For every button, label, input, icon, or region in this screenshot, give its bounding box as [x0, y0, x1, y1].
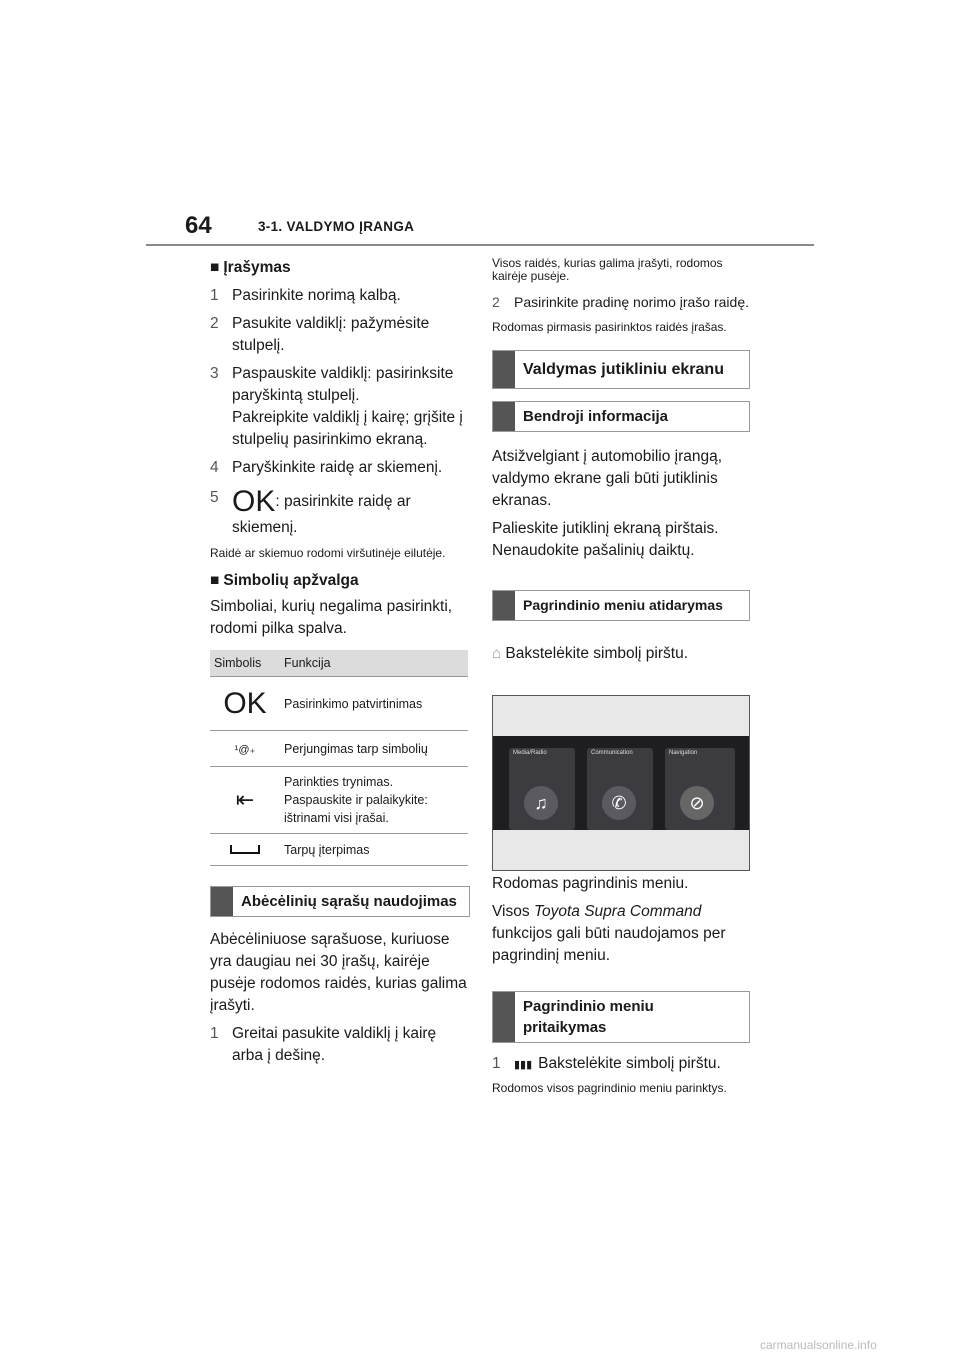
step-alpha-1: 1 Greitai pasukite valdiklį į kairę arba į dešinę. — [210, 1025, 437, 1064]
box-valdymas: Valdymas jutikliniu ekranu — [492, 350, 750, 389]
box-abeceliniu: Abėcėlinių sąrašų naudojimas — [210, 886, 470, 917]
tile-label: Navigation — [669, 750, 698, 756]
para-abeceliniuose: Abėcėliniuose sąrašuose, kuriuose yra daugiau nei 30 įrašų, kairėje pusėje rodomos raidės, kurias galima įrašyti. — [210, 931, 467, 1014]
small-note-3: Rodomos visos pagrindinio meniu parinktys. — [492, 1081, 727, 1095]
symbol-table — [210, 650, 468, 866]
box-menu-open: Pagrindinio meniu atidarymas — [492, 590, 750, 621]
para-rodomas: Rodomas pagrindinis meniu. — [492, 875, 689, 892]
right-column-lower — [492, 873, 752, 1095]
step-right-2: 2 Pasirinkite pradinę norimo įrašo raidę. — [492, 294, 749, 310]
step-3-extra: Pakreipkite valdiklį į kairę; grįšite į stulpelių pasirinkimo ekraną. — [232, 409, 463, 448]
ok-icon: OK — [223, 686, 267, 720]
table-row: ⇤ Parinkties trynimas. Paspauskite ir palaikykite: ištrinami visi įrašai. — [210, 767, 468, 834]
music-icon: ♫ — [524, 786, 558, 820]
para-atsizvelgiant: Atsižvelgiant į automobilio įrangą, valdymo ekrane gali būti jutiklinis ekranas. — [492, 448, 723, 509]
right-column — [492, 257, 752, 665]
step-2: 2 Pasukite valdiklį: pažymėsite stulpelį. — [210, 315, 430, 354]
left-column — [210, 257, 470, 1067]
home-line: ⌂ Bakstelėkite simbolį pirštu. — [492, 645, 688, 662]
main-menu-screenshot — [492, 695, 750, 871]
box-bendroji: Bendroji informacija — [492, 401, 750, 432]
para-simboliai: Simboliai, kurių negalima pasirinkti, rodomi pilka spalva. — [210, 598, 453, 637]
page-number: 64 — [185, 212, 212, 239]
ok-icon: OK — [232, 485, 276, 518]
space-icon — [230, 845, 260, 854]
table-row: ¹@₊ Perjungimas tarp simbolių — [210, 731, 468, 767]
heading-irasymas: ■ Įrašymas — [210, 259, 291, 276]
note-1: Raidė ar skiemuo rodomi viršutinėje eilutėje. — [210, 546, 446, 560]
para-palieskite: Palieskite jutiklinį ekraną pirštais. Nenaudokite pašalinių daiktų. — [492, 520, 719, 559]
phone-icon: ✆ — [602, 786, 636, 820]
delete-icon: ⇤ — [235, 787, 255, 812]
step-3: 3 Paspauskite valdiklį: pasirinksite paryškintą stulpelį. — [210, 365, 454, 404]
home-icon: ⌂ — [492, 645, 502, 662]
table-header-symbol: Simbolis — [210, 650, 280, 677]
compass-icon: ⊘ — [680, 786, 714, 820]
box-pritaikymas: Pagrindinio meniu pritaikymas — [492, 991, 750, 1043]
small-note-1: Visos raidės, kurias galima įrašyti, rodomos kairėje pusėje. — [492, 256, 723, 283]
watermark: carmanualsonline.info — [760, 1338, 877, 1352]
table-header-function: Funkcija — [280, 650, 468, 677]
menu-settings-icon: ▮▮▮ — [514, 1059, 533, 1071]
table-row: OK Pasirinkimo patvirtinimas — [210, 677, 468, 731]
small-note-2: Rodomas pirmasis pasirinktos raidės įrašas. — [492, 320, 727, 334]
tile-label: Media/Radio — [513, 750, 547, 756]
heading-simboliu: ■ Simbolių apžvalga — [210, 572, 359, 589]
step-1: 1 Pasirinkite norimą kalbą. — [210, 287, 401, 304]
symbol-switch-icon: ¹@₊ — [234, 743, 256, 756]
para-visos: Visos Toyota Supra Command funkcijos gali būti naudojamos per pagrindinį meniu. — [492, 903, 726, 964]
tile-label: Communication — [591, 750, 633, 756]
step-5: 5 OK: pasirinkite raidę ar skiemenį. — [210, 485, 411, 536]
table-row: Tarpų įterpimas — [210, 834, 468, 866]
header-rule — [146, 244, 814, 246]
section-title: 3-1. VALDYMO ĮRANGA — [258, 219, 415, 234]
step-custom-1: 1 ▮▮▮ Bakstelėkite simbolį pirštu. — [492, 1055, 721, 1072]
step-4: 4 Paryškinkite raidę ar skiemenį. — [210, 459, 443, 476]
